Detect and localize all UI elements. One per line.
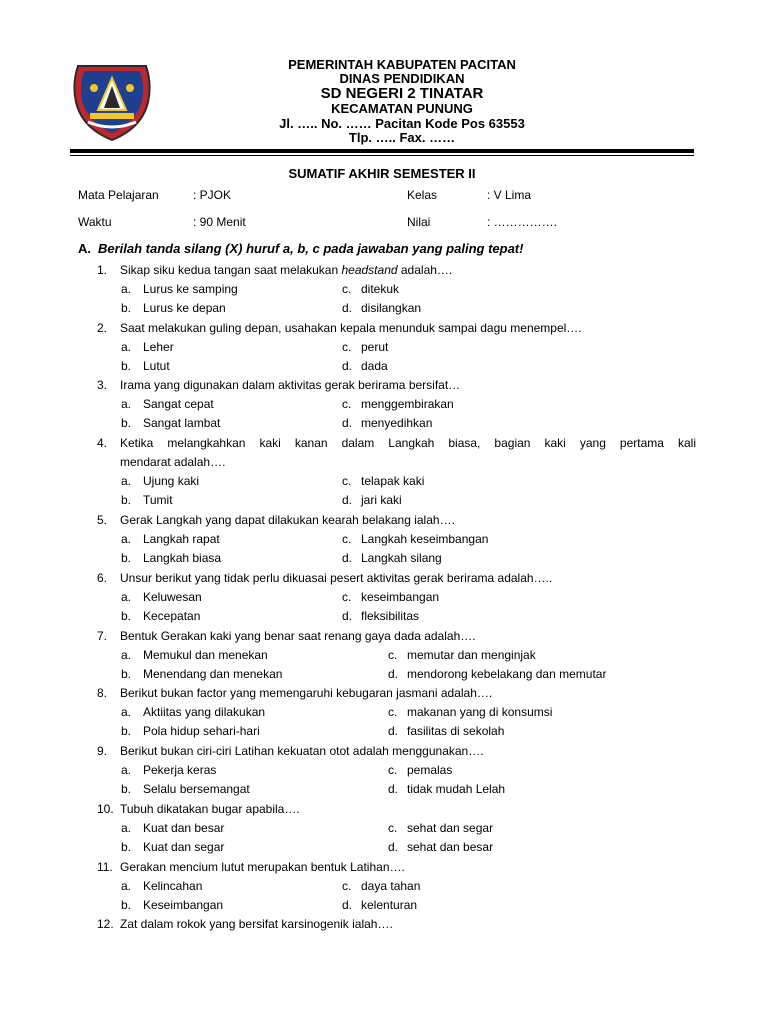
question-number: 10. <box>97 802 114 816</box>
option-text: Leher <box>143 340 174 354</box>
question-number: 9. <box>97 744 108 758</box>
option-text: makanan yang di konsumsi <box>407 705 553 719</box>
option-text: jari kaki <box>361 493 402 507</box>
option-text: dada <box>361 359 388 373</box>
regency-emblem-logo <box>68 58 156 142</box>
option-text: Pola hidup sehari-hari <box>143 724 260 738</box>
option-letter: d. <box>388 667 399 681</box>
option-letter: b. <box>121 898 132 912</box>
question-text <box>120 378 460 393</box>
question-stem: Saat melakukan guling depan, usahakan kepala menunduk sampai dagu menempel…. <box>120 321 582 335</box>
class-value: : V Lima <box>487 188 532 202</box>
option-letter: c. <box>388 763 398 777</box>
question-number: 6. <box>97 571 108 585</box>
option-text: sehat dan segar <box>407 821 494 835</box>
question-stem-end: adalah…. <box>397 263 453 277</box>
option-text: telapak kaki <box>361 474 425 488</box>
option-letter: a. <box>121 532 132 546</box>
question-emphasis: headstand <box>341 263 398 277</box>
option-letter: b. <box>121 840 132 854</box>
exam-title: SUMATIF AKHIR SEMESTER II <box>288 166 476 181</box>
option-letter: b. <box>121 551 132 565</box>
question-text <box>120 917 393 932</box>
option-letter: d. <box>342 493 353 507</box>
option-text: Selalu bersemangat <box>143 782 250 796</box>
option-letter: d. <box>388 840 399 854</box>
option-letter: d. <box>342 416 353 430</box>
question-stem: Irama yang digunakan dalam aktivitas gerak berirama bersifat… <box>120 378 461 392</box>
option-letter: c. <box>342 879 352 893</box>
option-text: disilangkan <box>361 301 422 315</box>
question-stem: Ketika melangkahkan kaki kanan dalam Langkah biasa, bagian kaki yang pertama kali <box>120 436 696 450</box>
option-text: menggembirakan <box>361 397 454 411</box>
option-letter: d. <box>342 359 353 373</box>
option-text: memutar dan menginjak <box>407 648 536 662</box>
question-number: 5. <box>97 513 108 527</box>
option-letter: b. <box>121 667 132 681</box>
question-text <box>120 860 405 875</box>
section-letter: A. <box>78 241 91 256</box>
option-text: Lurus ke depan <box>143 301 226 315</box>
option-text: mendorong kebelakang dan memutar <box>407 667 607 681</box>
question-number: 8. <box>97 686 108 700</box>
option-letter: a. <box>121 590 132 604</box>
option-text: keseimbangan <box>361 590 440 604</box>
option-text: Langkah silang <box>361 551 442 565</box>
question-stem: Berikut bukan ciri-ciri Latihan kekuatan otot adalah menggunakan…. <box>120 744 484 758</box>
question-stem: Zat dalam rokok yang bersifat karsinogenik ialah…. <box>120 917 393 931</box>
score-value: : ……………. <box>487 215 558 229</box>
option-text: pemalas <box>407 763 453 777</box>
question-stem: Gerakan mencium lutut merupakan bentuk Latihan…. <box>120 860 405 874</box>
option-text: Keluwesan <box>143 590 202 604</box>
option-text: fleksibilitas <box>361 609 420 623</box>
option-letter: d. <box>342 551 353 565</box>
question-text <box>120 571 552 586</box>
question-text <box>120 263 452 278</box>
option-text: sehat dan besar <box>407 840 494 854</box>
question-text <box>120 629 476 644</box>
option-letter: b. <box>121 782 132 796</box>
score-label: Nilai <box>407 215 431 229</box>
option-letter: a. <box>121 340 132 354</box>
header-divider-thin <box>70 155 694 156</box>
header-government: PEMERINTAH KABUPATEN PACITAN <box>288 57 516 72</box>
option-text: Kuat dan besar <box>143 821 225 835</box>
option-text: Langkah keseimbangan <box>361 532 489 546</box>
question-stem: Tubuh dikatakan bugar apabila…. <box>120 802 300 816</box>
option-letter: c. <box>342 340 352 354</box>
option-letter: c. <box>388 821 398 835</box>
option-text: Lutut <box>143 359 170 373</box>
question-stem: Berikut bukan factor yang memengaruhi kebugaran jasmani adalah…. <box>120 686 493 700</box>
option-letter: b. <box>121 609 132 623</box>
question-stem: Sikap siku kedua tangan saat melakukan <box>120 263 342 277</box>
subject-label: Mata Pelajaran <box>78 188 159 202</box>
option-letter: a. <box>121 282 132 296</box>
option-letter: d. <box>388 782 399 796</box>
question-number: 1. <box>97 263 108 277</box>
option-letter: c. <box>342 397 352 411</box>
option-letter: a. <box>121 879 132 893</box>
header-department: DINAS PENDIDIKAN <box>339 71 465 86</box>
option-text: Kuat dan segar <box>143 840 225 854</box>
header-divider-thick <box>70 149 694 153</box>
question-text <box>120 321 582 336</box>
option-text: tidak mudah Lelah <box>407 782 506 796</box>
header-contact: Tlp. ….. Fax. …… <box>348 130 456 145</box>
question-text <box>120 513 455 528</box>
option-text: menyedihkan <box>361 416 433 430</box>
option-letter: c. <box>388 648 398 662</box>
subject-value: : PJOK <box>193 188 232 202</box>
option-letter: b. <box>121 416 132 430</box>
header-address: Jl. ….. No. …… Pacitan Kode Pos 63553 <box>279 116 525 131</box>
option-text: Ujung kaki <box>143 474 200 488</box>
question-text <box>120 802 300 817</box>
time-label: Waktu <box>78 215 112 229</box>
option-text: perut <box>361 340 389 354</box>
question-number: 2. <box>97 321 108 335</box>
option-text: Lurus ke samping <box>143 282 238 296</box>
option-text: Kecepatan <box>143 609 201 623</box>
option-text: fasilitas di sekolah <box>407 724 505 738</box>
question-number: 7. <box>97 629 108 643</box>
option-text: kelenturan <box>361 898 418 912</box>
section-instruction: Berilah tanda silang (X) huruf a, b, c pada jawaban yang paling tepat! <box>98 241 524 256</box>
section-heading <box>78 241 523 256</box>
option-text: Keseimbangan <box>143 898 224 912</box>
question-text <box>120 744 484 759</box>
option-letter: d. <box>388 724 399 738</box>
option-letter: a. <box>121 705 132 719</box>
option-text: Langkah rapat <box>143 532 220 546</box>
question-stem: Gerak Langkah yang dapat dilakukan kearah belakang ialah…. <box>120 513 455 527</box>
option-letter: d. <box>342 898 353 912</box>
option-text: Tumit <box>143 493 173 507</box>
question-number: 4. <box>97 436 108 450</box>
header-district: KECAMATAN PUNUNG <box>331 101 473 116</box>
option-letter: b. <box>121 724 132 738</box>
question-text-continued: mendarat adalah…. <box>120 455 226 469</box>
option-text: Langkah biasa <box>143 551 222 565</box>
option-letter: d. <box>342 301 353 315</box>
option-letter: a. <box>121 397 132 411</box>
option-text: Menendang dan menekan <box>143 667 283 681</box>
option-text: Pekerja keras <box>143 763 217 777</box>
option-letter: a. <box>121 648 132 662</box>
option-letter: d. <box>342 609 353 623</box>
question-number: 3. <box>97 378 108 392</box>
question-text <box>120 686 492 701</box>
question-number: 12. <box>97 917 114 931</box>
option-text: Sangat cepat <box>143 397 214 411</box>
option-letter: c. <box>342 532 352 546</box>
class-label: Kelas <box>407 188 438 202</box>
option-text: ditekuk <box>361 282 400 296</box>
option-letter: b. <box>121 359 132 373</box>
option-letter: c. <box>388 705 398 719</box>
option-letter: a. <box>121 763 132 777</box>
option-text: Kelincahan <box>143 879 203 893</box>
option-letter: b. <box>121 493 132 507</box>
option-letter: c. <box>342 590 352 604</box>
option-letter: a. <box>121 474 132 488</box>
option-text: Aktiitas yang dilakukan <box>143 705 266 719</box>
option-letter: c. <box>342 474 352 488</box>
question-text <box>120 436 696 451</box>
header-school-name: SD NEGERI 2 TINATAR <box>320 85 484 102</box>
option-text: Memukul dan menekan <box>143 648 268 662</box>
question-stem: Bentuk Gerakan kaki yang benar saat renang gaya dada adalah…. <box>120 629 476 643</box>
option-letter: a. <box>121 821 132 835</box>
question-stem: Unsur berikut yang tidak perlu dikuasai pesert aktivitas gerak berirama adalah….. <box>120 571 553 585</box>
question-number: 11. <box>97 860 113 874</box>
option-letter: b. <box>121 301 132 315</box>
option-letter: c. <box>342 282 352 296</box>
option-text: daya tahan <box>361 879 421 893</box>
time-value: : 90 Menit <box>193 215 246 229</box>
option-text: Sangat lambat <box>143 416 221 430</box>
